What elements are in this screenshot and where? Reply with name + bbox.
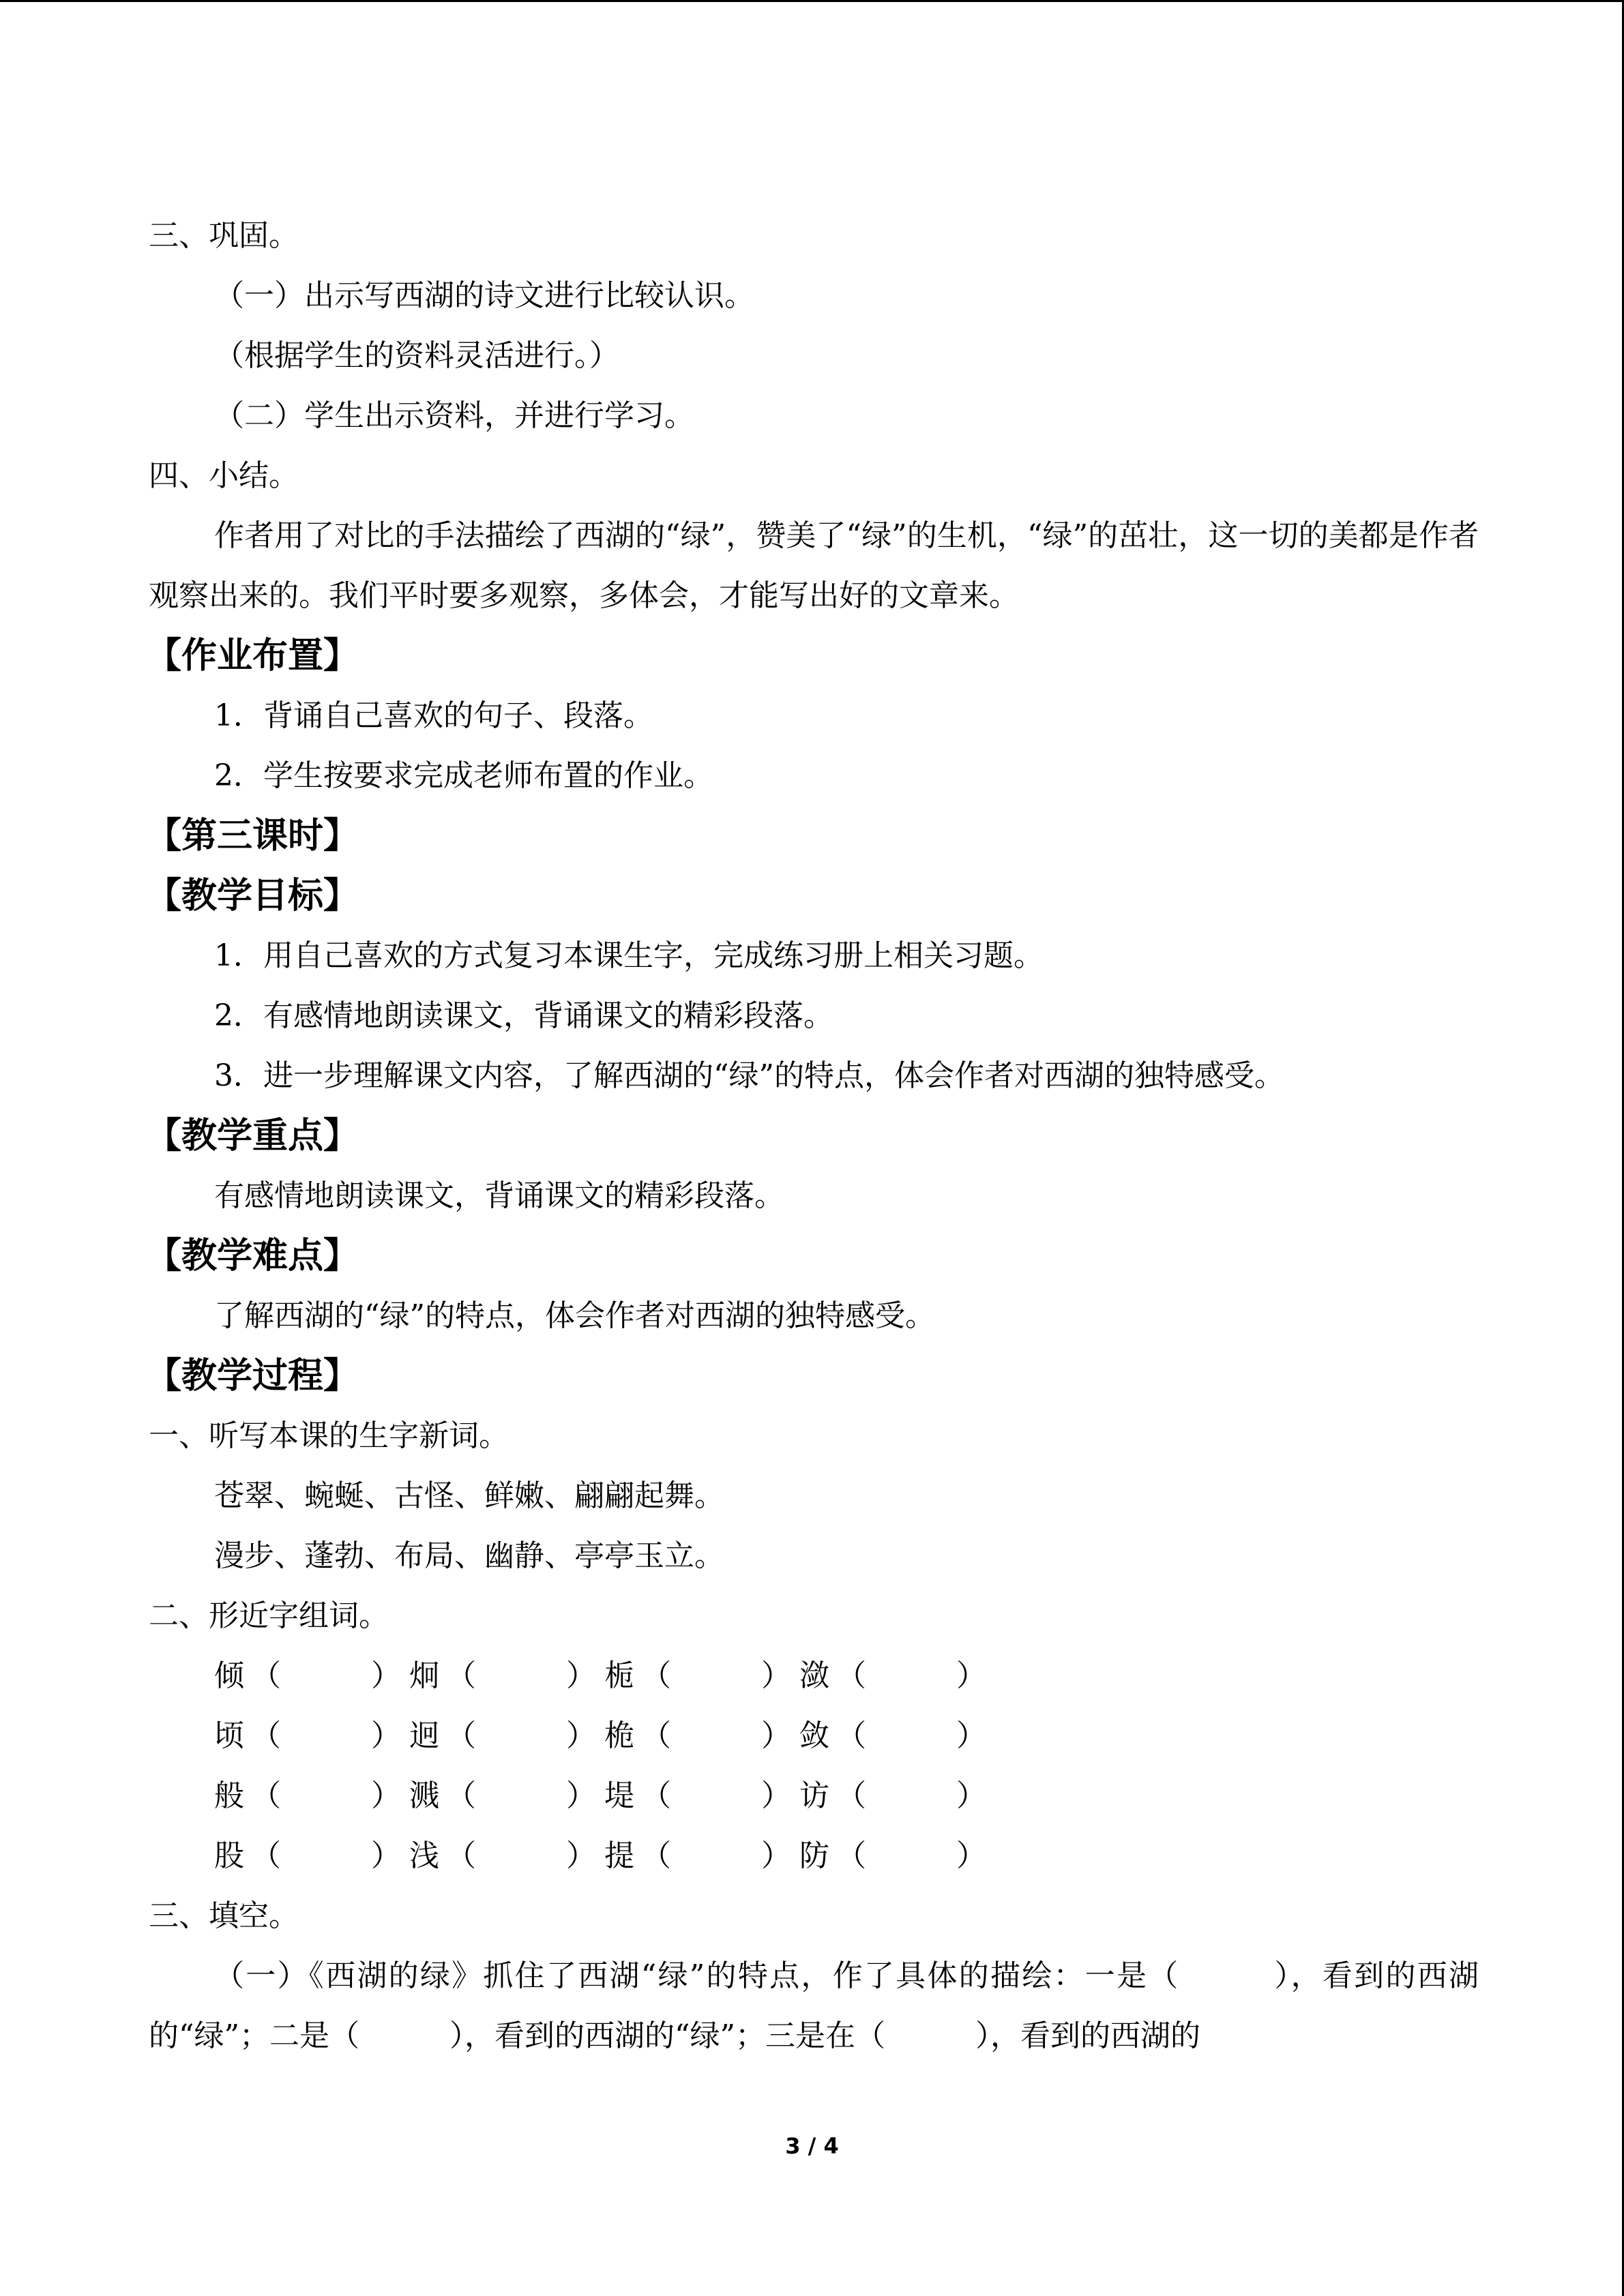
char-cell (604, 1826, 799, 1886)
blank-paren: （ ） (446, 1658, 596, 1693)
blank-paren: （ ） (641, 1838, 791, 1873)
char-row (149, 1826, 1479, 1886)
heading-homework: 【作业布置】 (146, 636, 359, 676)
char: 潋 (799, 1658, 829, 1693)
char-row (149, 1766, 1479, 1826)
char-cell (604, 1646, 799, 1706)
char-cell (604, 1706, 799, 1766)
char-cell (214, 1826, 409, 1886)
char-cell (799, 1826, 994, 1886)
char: 敛 (799, 1718, 829, 1753)
blank-paren: （ ） (836, 1658, 986, 1693)
blank-paren: （ ） (836, 1778, 986, 1813)
char-cell (409, 1766, 604, 1826)
heading-lesson-three: 【第三课时】 (146, 816, 359, 856)
blank-paren: （ ） (446, 1778, 596, 1813)
char-cell (799, 1646, 994, 1706)
blank-paren: （ ） (836, 1838, 986, 1873)
text-line: （根据学生的资料灵活进行。） (214, 338, 619, 373)
blank-paren: （ ） (641, 1658, 791, 1693)
list-item: 1．用自己喜欢的方式复习本课生字，完成练习册上相关习题。 (214, 938, 1044, 973)
char-cell (214, 1766, 409, 1826)
char: 炯 (409, 1658, 439, 1693)
char: 般 (214, 1778, 244, 1813)
char-cell (409, 1706, 604, 1766)
char-cell (409, 1646, 604, 1706)
blank-paren: （ ） (251, 1718, 401, 1753)
char: 桅 (604, 1718, 634, 1753)
char: 访 (799, 1778, 829, 1813)
char: 顷 (214, 1718, 244, 1753)
section-title: 二、形近字组词。 (149, 1598, 389, 1633)
fill-blank-paragraph: （一）《西湖的绿》抓住了西湖“绿”的特点，作了具体的描绘：一是（ ），看到的西湖的“绿”；二是（ ），看到的西湖的“绿”；三是在（ ），看到的西湖的 (149, 1958, 1479, 2053)
blank-paren: （ ） (251, 1838, 401, 1873)
char-row (149, 1706, 1479, 1766)
text-line: 了解西湖的“绿”的特点，体会作者对西湖的独特感受。 (214, 1298, 935, 1333)
text-line: （二）学生出示资料，并进行学习。 (214, 398, 694, 433)
page-number: 3 / 4 (785, 2133, 839, 2159)
list-item: 1．背诵自己喜欢的句子、段落。 (214, 698, 653, 733)
section-title: 三、填空。 (149, 1898, 299, 1933)
top-border (0, 0, 1624, 2)
summary-paragraph: 作者用了对比的手法描绘了西湖的“绿”，赞美了“绿”的生机，“绿”的茁壮，这一切的美都是作者观察出来的。我们平时要多观察，多体会，才能写出好的文章来。 (149, 518, 1479, 613)
char: 溅 (409, 1778, 439, 1813)
heading-process: 【教学过程】 (146, 1356, 359, 1397)
blank-paren: （ ） (836, 1718, 986, 1753)
char: 栀 (604, 1658, 634, 1693)
char-grid (149, 1646, 1479, 1886)
section-title: 三、巩固。 (149, 218, 299, 253)
blank-paren: （ ） (641, 1778, 791, 1813)
section-title: 一、听写本课的生字新词。 (149, 1418, 509, 1453)
char-cell (604, 1766, 799, 1826)
char-cell (799, 1766, 994, 1826)
text-line: 有感情地朗读课文，背诵课文的精彩段落。 (214, 1178, 784, 1213)
blank-paren: （ ） (251, 1778, 401, 1813)
heading-key-points: 【教学重点】 (146, 1116, 359, 1157)
char-cell (214, 1706, 409, 1766)
word-list: 漫步、蓬勃、布局、幽静、亭亭玉立。 (214, 1538, 724, 1573)
char: 股 (214, 1838, 244, 1873)
char: 提 (604, 1838, 634, 1873)
char: 浅 (409, 1838, 439, 1873)
char-row (149, 1646, 1479, 1706)
heading-goals: 【教学目标】 (146, 876, 359, 916)
char-cell (409, 1826, 604, 1886)
list-item: 2．学生按要求完成老师布置的作业。 (214, 758, 713, 793)
list-item: 2．有感情地朗读课文，背诵课文的精彩段落。 (214, 998, 833, 1033)
char-cell (799, 1706, 994, 1766)
char: 防 (799, 1838, 829, 1873)
heading-difficulties: 【教学难点】 (146, 1236, 359, 1277)
blank-paren: （ ） (251, 1658, 401, 1693)
char: 迥 (409, 1718, 439, 1753)
section-title: 四、小结。 (149, 458, 299, 493)
document-body (146, 206, 1479, 2066)
blank-paren: （ ） (641, 1718, 791, 1753)
char: 倾 (214, 1658, 244, 1693)
blank-paren: （ ） (446, 1718, 596, 1753)
blank-paren: （ ） (446, 1838, 596, 1873)
char-cell (214, 1646, 409, 1706)
word-list: 苍翠、蜿蜒、古怪、鲜嫩、翩翩起舞。 (214, 1478, 724, 1513)
list-item: 3．进一步理解课文内容，了解西湖的“绿”的特点，体会作者对西湖的独特感受。 (214, 1058, 1284, 1093)
char: 堤 (604, 1778, 634, 1813)
text-line: （一）出示写西湖的诗文进行比较认识。 (214, 278, 754, 313)
